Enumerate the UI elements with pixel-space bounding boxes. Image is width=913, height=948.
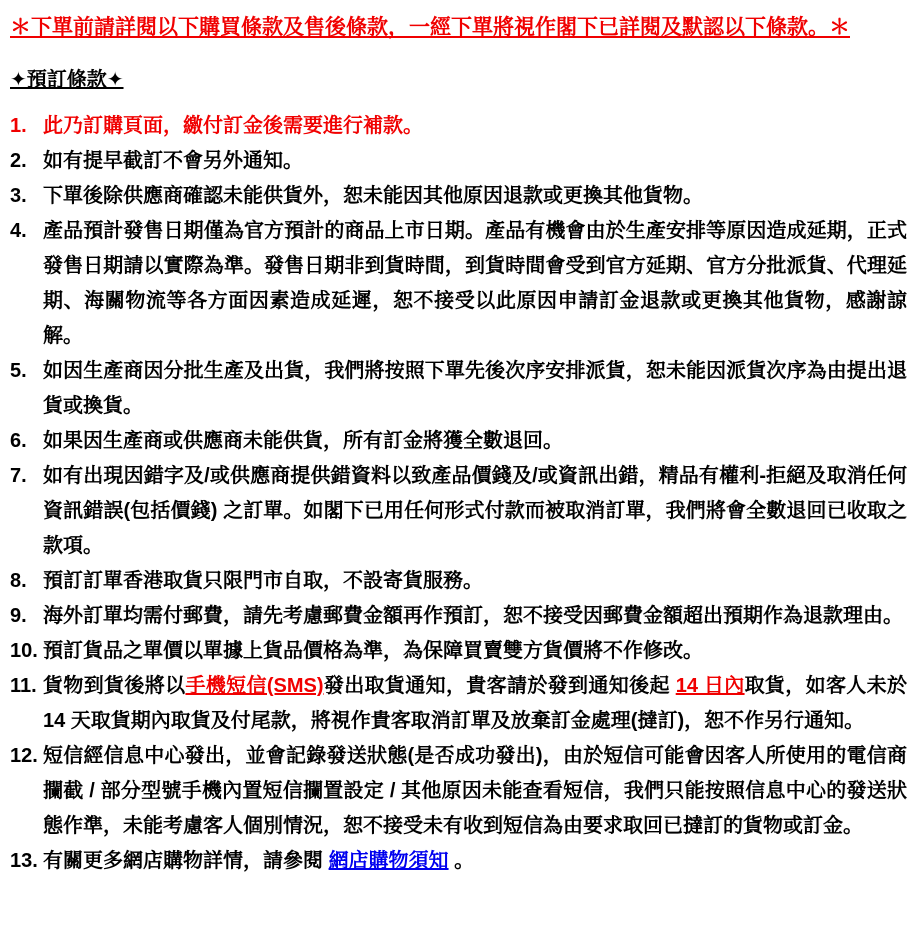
term-text: 如有出現因錯字及/或供應商提供錯資料以致產品價錢及/或資訊出錯，精品有權利-拒絕及取消任何資訊錯誤(包括價錢) 之訂單。如閣下已用任何形式付款而被取消訂單，我們將會全數退回已收取之款項。 — [43, 465, 907, 557]
term-text — [43, 844, 907, 879]
term-text: 如有提早截訂不會另外通知。 — [43, 150, 303, 172]
term-number: 12. — [10, 745, 38, 767]
term-number: 2. — [10, 150, 27, 172]
term-number: 5. — [10, 360, 27, 382]
term-number: 6. — [10, 430, 27, 452]
term-item-12 — [10, 739, 907, 844]
term-text: 預訂訂單香港取貨只限門市自取，不設寄貨服務。 — [43, 570, 483, 592]
term-text: 如果因生產商或供應商未能供貨，所有訂金將獲全數退回。 — [43, 430, 563, 452]
term-item-9 — [10, 599, 907, 634]
term-number: 13. — [10, 850, 38, 872]
sms-highlight: 手機短信(SMS) — [185, 675, 324, 697]
term-number: 8. — [10, 570, 27, 592]
pickup-deadline-highlight: 14 日內 — [675, 675, 745, 697]
term-number: 11. — [10, 675, 37, 697]
term-text-segment: 發出取貨通知，貴客請於發到通知後起 — [323, 675, 676, 697]
term-item-5 — [10, 354, 907, 424]
term-item-11 — [10, 669, 907, 739]
term-item-6 — [10, 424, 907, 459]
section-title-text: ✦預訂條款✦ — [10, 69, 124, 91]
term-item-10 — [10, 634, 907, 669]
store-shopping-notice-link[interactable]: 網店購物須知 — [328, 850, 449, 872]
term-text: 海外訂單均需付郵費，請先考慮郵費金額再作預訂，恕不接受因郵費金額超出預期作為退款理由。 — [43, 605, 903, 627]
term-text-segment: 貨物到貨後將以 — [43, 675, 186, 697]
term-text: 如因生產商因分批生產及出貨，我們將按照下單先後次序安排派貨，恕未能因派貨次序為由提出退貨或換貨。 — [43, 360, 907, 417]
term-text: 短信經信息中心發出，並會記錄發送狀態(是否成功發出)，由於短信可能會因客人所使用的電信商攔截 / 部分型號手機內置短信攔置設定 / 其他原因未能查看短信，我們只能按照信息中心的發送狀態作準，未能考慮客人個別情況，恕不接受未有收到短信為由要求取回已撻訂的貨物或訂金。 — [43, 745, 907, 837]
term-text-segment: 。 — [448, 850, 475, 872]
term-text — [43, 669, 907, 739]
terms-list — [10, 109, 907, 879]
term-number: 3. — [10, 185, 27, 207]
term-item-7 — [10, 459, 907, 564]
term-item-1 — [10, 109, 907, 144]
term-text-segment: 有關更多網店購物詳情，請參閱 — [43, 850, 329, 872]
term-number: 4. — [10, 220, 27, 242]
term-item-3 — [10, 179, 907, 214]
purchase-notice-header: ＊下單前請詳閱以下購買條款及售後條款，一經下單將視作閣下已詳閱及默認以下條款。＊ — [10, 16, 850, 39]
term-number: 7. — [10, 465, 27, 487]
term-item-2 — [10, 144, 907, 179]
section-title-preorder-terms — [10, 67, 907, 93]
term-item-13 — [10, 844, 907, 879]
term-number: 10. — [10, 640, 38, 662]
term-text: 此乃訂購頁面，繳付訂金後需要進行補款。 — [43, 115, 423, 137]
term-text: 產品預計發售日期僅為官方預計的商品上市日期。產品有機會由於生產安排等原因造成延期，正式發售日期請以實際為準。發售日期非到貨時間，到貨時間會受到官方延期、官方分批派貨、代理延期、海關物流等各方面因素造成延遲，恕不接受以此原因申請訂金退款或更換其他貨物，感謝諒解。 — [43, 220, 907, 347]
term-text-segment: 取貨，如客人未於 14 天取貨期內取貨及付尾款，將視作貴客取消訂單及放棄訂金處理(撻訂)，恕不作另行通知。 — [43, 675, 908, 732]
term-number: 9. — [10, 605, 27, 627]
term-item-8 — [10, 564, 907, 599]
term-number: 1. — [10, 115, 27, 137]
term-item-4 — [10, 214, 907, 354]
term-text: 下單後除供應商確認未能供貨外，恕未能因其他原因退款或更換其他貨物。 — [43, 185, 703, 207]
term-text: 預訂貨品之單價以單據上貨品價格為準，為保障買賣雙方貨價將不作修改。 — [43, 640, 703, 662]
